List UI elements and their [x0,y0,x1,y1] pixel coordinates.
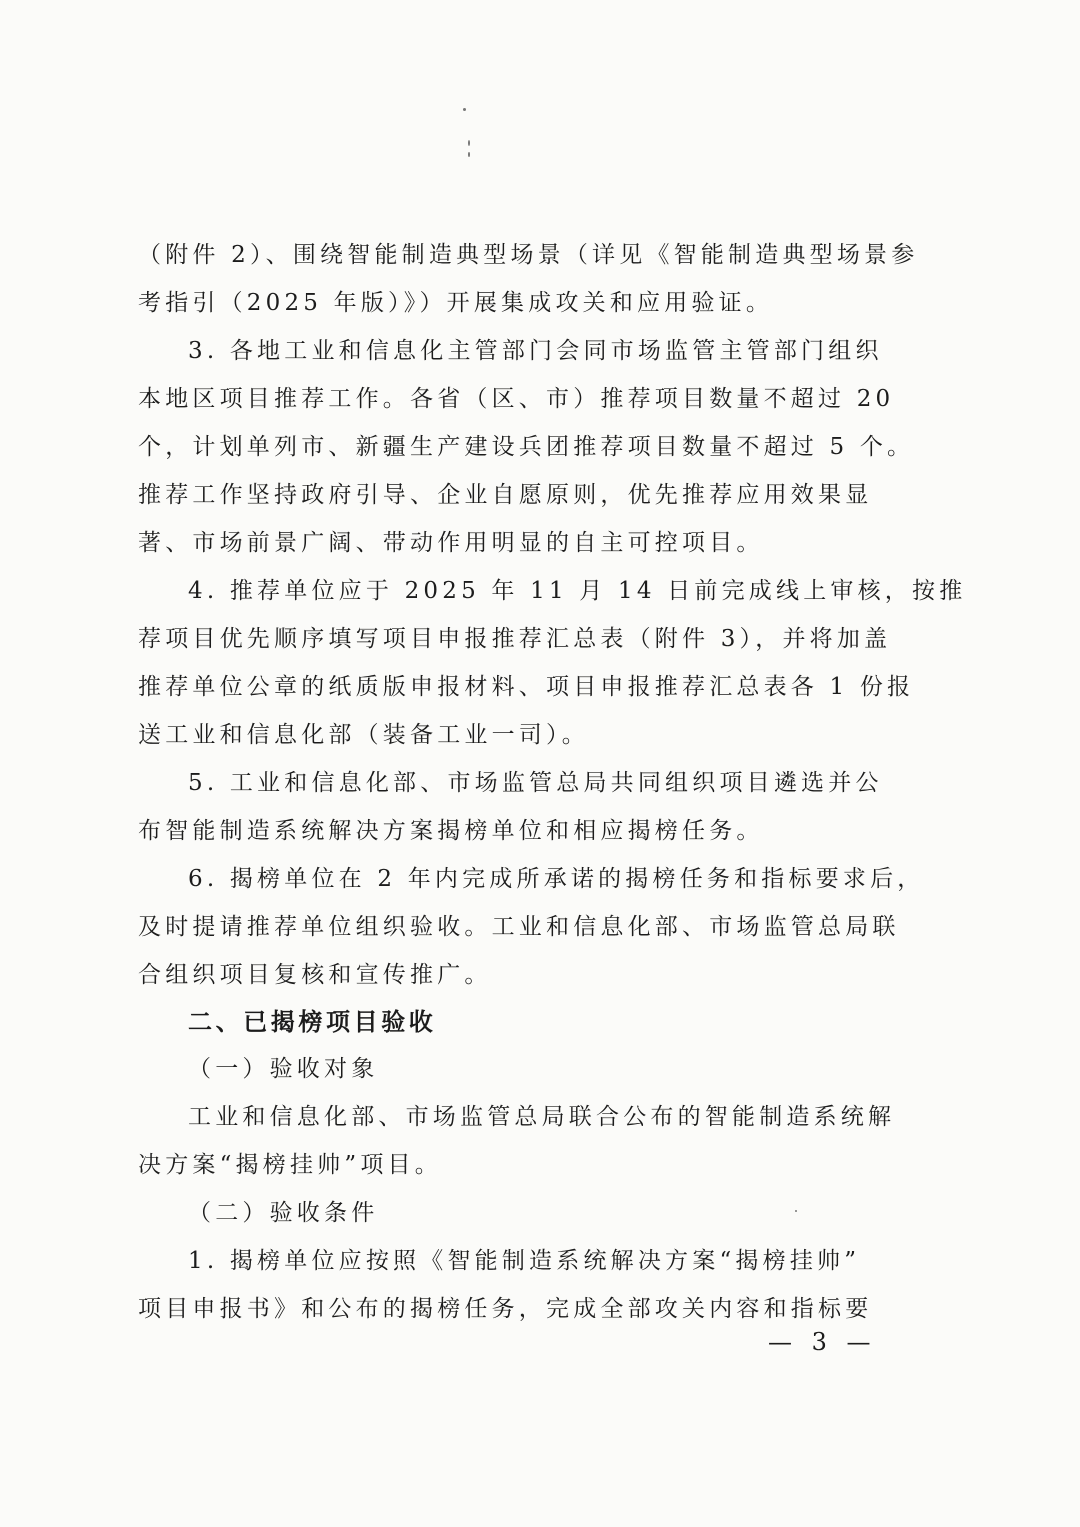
body-line: 工业和信息化部、市场监管总局联合公布的智能制造系统解 [188,1104,896,1130]
body-line: 本地区项目推荐工作。各省（区、市）推荐项目数量不超过 20 [138,386,895,412]
body-line: 4. 推荐单位应于 2025 年 11 月 14 日前完成线上审核，按推 [188,578,967,604]
body-line: （附件 2）、围绕智能制造典型场景（详见《智能制造典型场景参 [138,242,919,268]
body-line: 送工业和信息化部（装备工业一司）。 [138,722,589,748]
body-line: 布智能制造系统解决方案揭榜单位和相应揭榜任务。 [138,818,764,844]
body-line: 6. 揭榜单位在 2 年内完成所承诺的揭榜任务和指标要求后， [188,866,925,892]
body-line: 个，计划单列市、新疆生产建设兵团推荐项目数量不超过 5 个。 [138,434,915,460]
subsection-heading: （一）验收对象 [188,1056,379,1082]
body-line: 3. 各地工业和信息化主管部门会同市场监管主管部门组织 [188,338,883,364]
scan-mark [468,140,470,146]
scan-mark [463,108,466,111]
section-heading: 二、已揭榜项目验收 [188,1007,437,1036]
body-line: 推荐单位公章的纸质版申报材料、项目申报推荐汇总表各 1 份报 [138,674,915,700]
body-line: 考指引（2025 年版）》）开展集成攻关和应用验证。 [138,290,774,316]
body-line: 合组织项目复核和宣传推广。 [138,962,492,988]
body-line: 项目申报书》和公布的揭榜任务，完成全部攻关内容和指标要 [138,1296,873,1322]
subsection-heading: （二）验收条件 [188,1200,379,1226]
body-line: 著、市场前景广阔、带动作用明显的自主可控项目。 [138,530,764,556]
scan-mark [468,152,470,157]
body-line: 决方案“揭榜挂帅”项目。 [138,1152,442,1178]
body-line: 推荐工作坚持政府引导、企业自愿原则，优先推荐应用效果显 [138,482,873,508]
page-number: — 3 — [768,1328,877,1356]
body-line: 及时提请推荐单位组织验收。工业和信息化部、市场监管总局联 [138,914,900,940]
body-line: 5. 工业和信息化部、市场监管总局共同组织项目遴选并公 [188,770,883,796]
body-line: 荐项目优先顺序填写项目申报推荐汇总表（附件 3），并将加盖 [138,626,892,652]
body-line: 1. 揭榜单位应按照《智能制造系统解决方案“揭榜挂帅” [188,1248,861,1274]
